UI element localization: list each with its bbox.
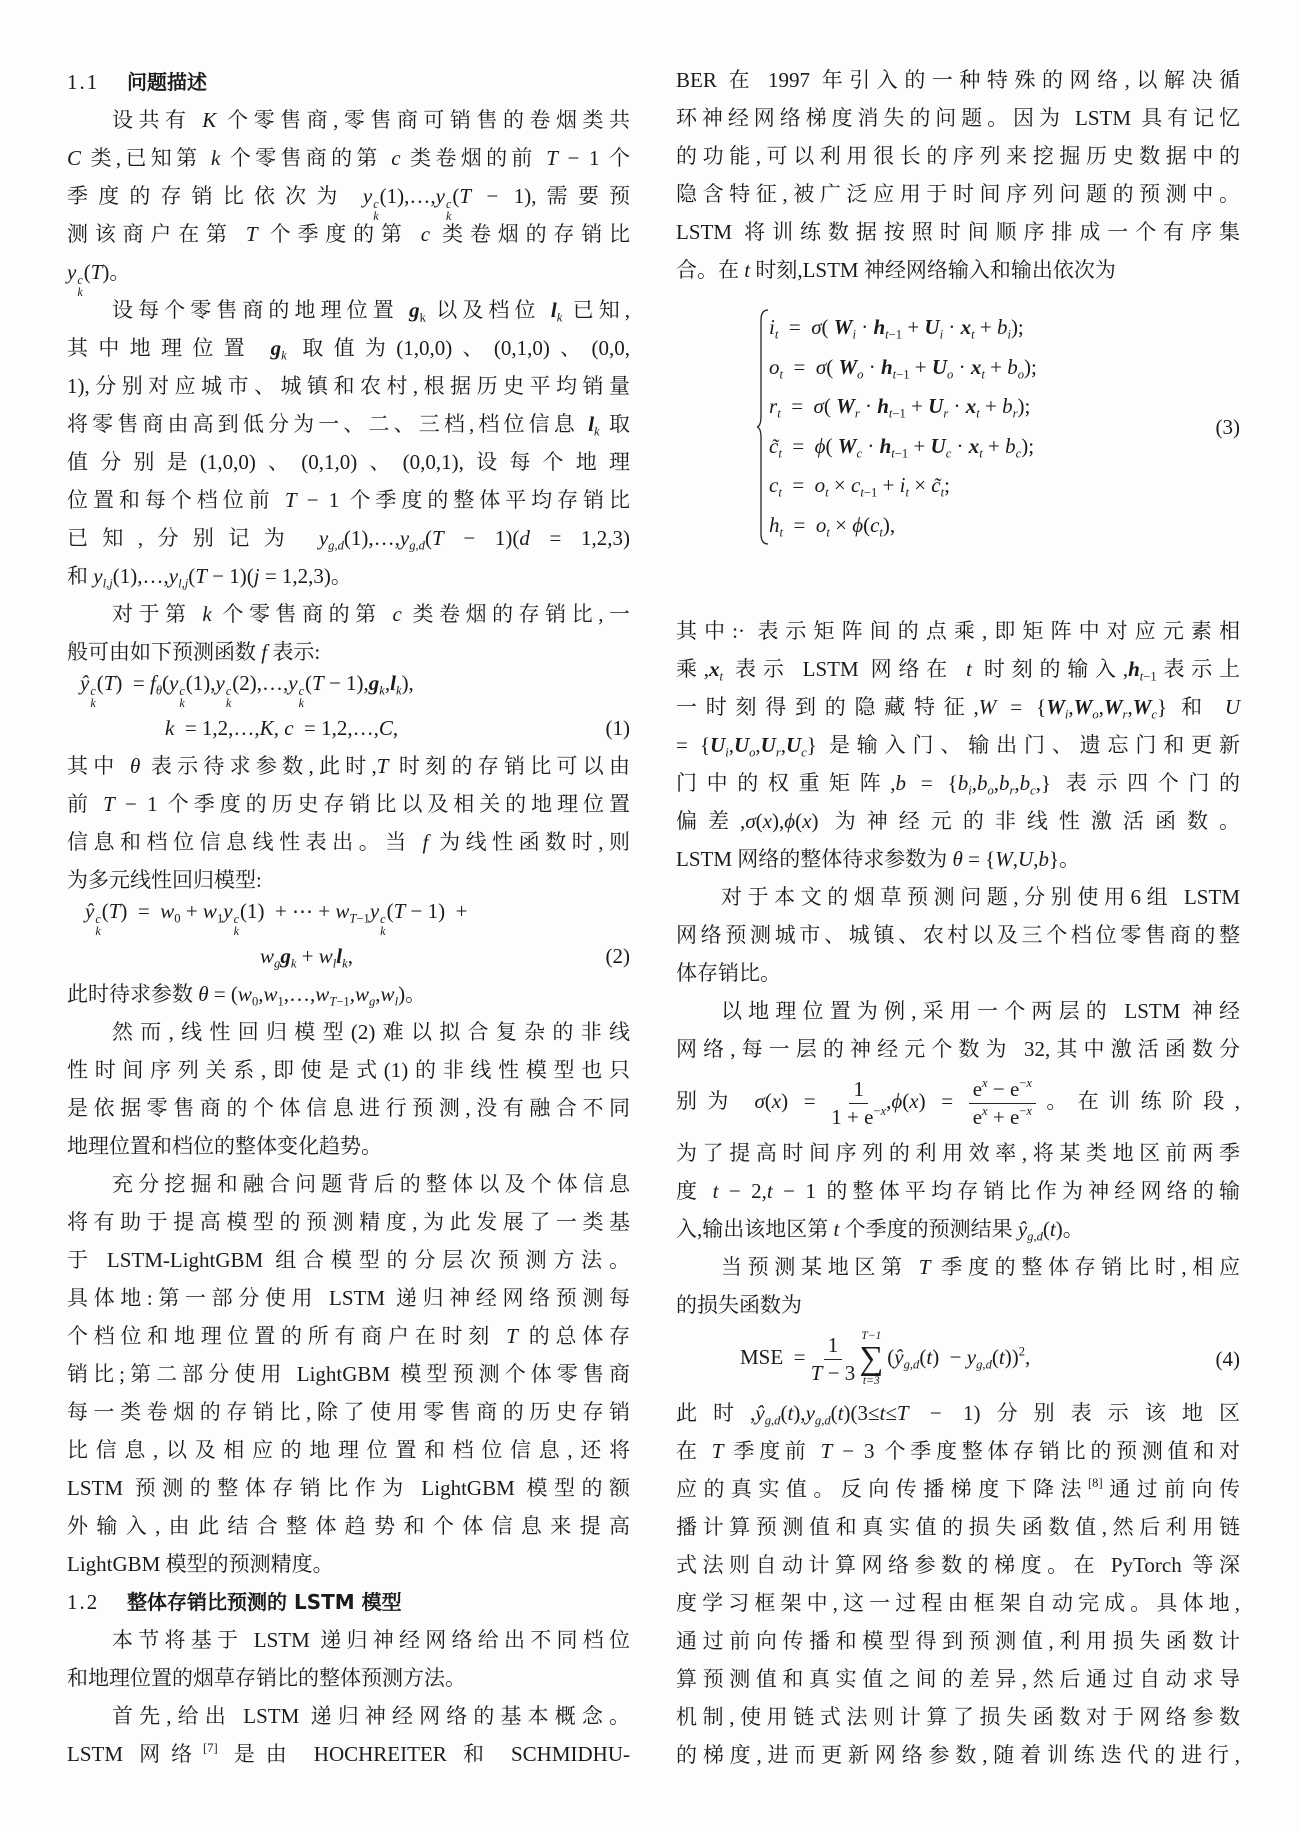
text-line: 的损失函数为 [676, 1293, 802, 1317]
equation-number: (3) [1215, 415, 1240, 439]
right-column [676, 61, 1240, 1774]
section-number: 1.2 [67, 1590, 100, 1614]
equation-row: $c̃_t = \phi$( $W_c \cdot h_{t-1} + U_c \cdot x_t + b_c$); [769, 433, 1035, 461]
text-line: 其中 θ 表示待求参数,此时,T 时刻的存销比可以由 [67, 754, 631, 778]
section-number: 1.1 [67, 70, 100, 94]
text-line: y c k (T)。 [67, 260, 131, 300]
text-line: 此时待求参数 $\theta = (w_0,w_1,\dots,w_{T-1},w_g,w_l)$。 [67, 982, 427, 1009]
text-line: 的功能,可以利用很长的序列来挖掘历史数据中的 [676, 144, 1240, 168]
text-line: 销比;第二部分使用 LightGBM 模型预测个体零售商 [67, 1362, 630, 1386]
text-line: 和 $y_{l,j}(1),\dots,y_{l,j}(T - 1)(j = 1,2,3)$。 [67, 564, 352, 591]
text-line: 应的真实值。反向传播梯度下降法[8]通过前向传 [676, 1476, 1240, 1501]
text-line: 信息和档位信息线性表出。当 f 为线性函数时,则 [67, 830, 631, 854]
text-line: 然而,线性回归模型(2)难以拟合复杂的非线 [112, 1020, 630, 1044]
text-line: 测该商户在第 T 个季度的第 c 类卷烟的存销比 [67, 222, 631, 246]
equation-eq2b [67, 937, 630, 975]
equation-expression: MSE = $\frac{1}{T - 3}$ T−1 ∑ t=3 $(ŷ_{g,d}(t) - y_{g,d}(t))^2$, [740, 1329, 1031, 1387]
left-brace-icon [757, 308, 769, 546]
text-line: 设每个零售商的地理位置 $g_k$ 以及档位 $l_k$ 已知, [112, 298, 631, 325]
equation-eq3 [757, 308, 1240, 546]
text-line: 在 T 季度前 T − 3 个季度整体存销比的预测值和对 [676, 1439, 1241, 1463]
text-line: 此时$,ŷ_{g,d}(t),y_{g,d}(t)(3\le t\le T - 1)$分别表示该地区 [676, 1401, 1240, 1428]
equation-expression: ŷ c k $(T) = f_\theta(y$ c k (1),y c k (2),…,y c k $(T - 1),g_k,l_k$), [80, 670, 414, 710]
equation-number: (4) [1215, 1346, 1240, 1371]
section-title: 整体存销比预测的 LSTM 模型 [127, 1590, 402, 1614]
text-line: 度学习框架中,这一过程由框架自动完成。具体地, [676, 1591, 1240, 1615]
text-line: 前 T − 1 个季度的历史存销比以及相关的地理位置 [67, 792, 630, 816]
equation-number: (1) [605, 715, 630, 740]
text-line: 对于本文的烟草预测问题,分别使用6组 LSTM [721, 885, 1240, 909]
text-line: 每一类卷烟的存销比,除了使用零售商的历史存销 [67, 1400, 630, 1424]
text-line: 设共有 K 个零售商,零售商可销售的卷烟类共 [112, 108, 630, 132]
text-line: 是依据零售商的个体信息进行预测,没有融合不同 [67, 1096, 630, 1120]
text-line: 以地理位置为例,采用一个两层的 LSTM 神经 [721, 999, 1240, 1023]
text-line: LSTM 网络[7] 是由 HOCHREITER 和 SCHMIDHU- [67, 1741, 631, 1766]
text-line: 网络,每一层的神经元个数为 32,其中激活函数分 [676, 1037, 1240, 1061]
section-heading [67, 1583, 630, 1621]
equation-row: $i_t = \sigma$( $W_i \cdot h_{t-1} + U_i \cdot x_t + b_i$); [769, 315, 1024, 342]
text-line: 一时刻得到的隐藏特征$,W = \{W_i,W_o,W_r,W_c\}$ 和 U [676, 695, 1240, 722]
equation-number: (2) [605, 943, 630, 968]
text-line: 将有助于提高模型的预测精度,为此发展了一类基 [67, 1210, 630, 1234]
equation-eq4 [676, 1324, 1240, 1394]
equation-expression: $w_gg_k + w_ll_k$, [260, 943, 353, 970]
text-line: LightGBM 模型的预测精度。 [67, 1552, 334, 1576]
text-line: 个档位和地理位置的所有商户在时刻 T 的总体存 [67, 1324, 631, 1348]
equation-row: $h_t = o_t \times \phi(c_t)$, [769, 512, 896, 540]
text-line: 外输入,由此结合整体趋势和个体信息来提高 [67, 1514, 630, 1538]
text-line: 其中:· 表示矩阵间的点乘,即矩阵中对应元素相 [676, 619, 1240, 643]
equation-rows [769, 308, 1037, 546]
text-line: 具体地:第一部分使用 LSTM 递归神经网络预测每 [67, 1286, 630, 1310]
text-line: 乘$,x_t$ 表示 LSTM 网络在 t 时刻的输入$,h_{t-1}$表示上 [676, 657, 1241, 684]
text-line: BER 在 1997 年引入的一种特殊的网络,以解决循 [676, 68, 1240, 92]
text-line: 于 LSTM-LightGBM 组合模型的分层次预测方法。 [67, 1248, 630, 1272]
text-line: 对于第 k 个零售商的第 c 类卷烟的存销比,一 [112, 602, 631, 626]
text-line: 隐含特征,被广泛应用于时间序列问题的预测中。 [676, 182, 1240, 206]
equation-eq1b [67, 709, 630, 747]
equation-eq2a [67, 899, 630, 937]
text-line: 合。在 t 时刻,LSTM 神经网络输入和输出依次为 [676, 258, 1116, 282]
text-line: 首先,给出 LSTM 递归神经网络的基本概念。 [112, 1704, 630, 1728]
equation-eq1a [67, 671, 630, 709]
text-line: 机制,使用链式法则计算了损失函数对于网络参数 [676, 1705, 1240, 1729]
text-line: 播计算预测值和真实值的损失函数值,然后利用链 [676, 1515, 1240, 1539]
text-line: 当预测某地区第 T 季度的整体存销比时,相应 [721, 1255, 1241, 1279]
text-line: 的梯度,进而更新网络参数,随着训练迭代的进行, [676, 1743, 1240, 1767]
text-line: 入,输出该地区第 t 个季度的预测结果 $ŷ_{g,d}(t)$。 [676, 1217, 1084, 1244]
text-line: 偏差,σ(x),ϕ(x) 为神经元的非线性激活函数。 [676, 809, 1241, 833]
text-line: LSTM 预测的整体存销比作为 LightGBM 模型的额 [67, 1476, 630, 1500]
equation-expression: ŷ c k $(T) = w_0 + w_1y$ c k (1) + ⋯ + $w_{T-1}y$ c k (T − 1) + [85, 898, 468, 938]
text-line: 算预测值和真实值之间的差异,然后通过自动求导 [676, 1667, 1240, 1691]
equation-expression: k = 1,2,…,K, c = 1,2,…,C, [165, 715, 399, 740]
text-line: 度 t − 2,t − 1 的整体平均存销比作为神经网络的输 [676, 1179, 1241, 1203]
text-line: LSTM 网络的整体待求参数为 θ = {W,U,b}。 [676, 847, 1081, 871]
text-line: 和地理位置的烟草存销比的整体预测方法。 [67, 1666, 466, 1690]
text-line: 通过前向传播和模型得到预测值,利用损失函数计 [676, 1629, 1240, 1653]
text-line: 式法则自动计算网络参数的梯度。在 PyTorch 等深 [676, 1553, 1240, 1577]
text-line: 为多元线性回归模型: [67, 868, 262, 892]
text-line: 网络预测城市、城镇、农村以及三个档位零售商的整 [676, 923, 1240, 947]
text-line: 环神经网络梯度消失的问题。因为 LSTM 具有记忆 [676, 106, 1240, 130]
text-line: C 类,已知第 k 个零售商的第 c 类卷烟的前 T − 1 个 [67, 146, 631, 170]
text-line: 为了提高时间序列的利用效率,将某类地区前两季 [676, 1141, 1240, 1165]
section-title: 问题描述 [127, 70, 207, 94]
text-line: 已知,分别记为 $y_{g,d}(1),\dots,y_{g,d}(T - 1)(d = 1,2,3)$ [67, 526, 630, 553]
text-line: 体存销比。 [676, 961, 781, 985]
text-line: 位置和每个档位前 T − 1 个季度的整体平均存销比 [67, 488, 630, 512]
text-line: 其中地理位置 $g_k$ 取值为(1,0,0)、(0,1,0)、(0,0, [67, 336, 631, 363]
text-line: 本节将基于 LSTM 递归神经网络给出不同档位 [112, 1628, 630, 1652]
equation-row: $o_t = \sigma$( $W_o \cdot h_{t-1} + U_o \cdot x_t + b_o$); [769, 354, 1037, 381]
text-line: 性时间序列关系,即使是式(1)的非线性模型也只 [67, 1058, 630, 1082]
text-line: LSTM 将训练数据按照时间顺序排成一个有序集 [676, 220, 1240, 244]
text-line: 般可由如下预测函数 f 表示: [67, 640, 321, 664]
text-line: 季度的存销比依次为 y c k (1),…,y c k (T − 1),需要预 [67, 184, 630, 224]
text-line: 充分挖掘和融合问题背后的整体以及个体信息 [112, 1172, 630, 1196]
equation-row: $r_t = \sigma$( $W_r \cdot h_{t-1} + U_r \cdot x_t + b_r$); [769, 394, 1031, 421]
text-line: 门中的权重矩阵$,b = \{b_i,b_o,b_r,b_c,\}$ 表示四个门的 [676, 771, 1240, 798]
equation-row: $c_t = o_t \times c_{t-1} + i_t$ × $c̃_t$; [769, 473, 950, 500]
text-line: 比信息,以及相应的地理位置和档位信息,还将 [67, 1438, 630, 1462]
text-line: 将零售商由高到低分为一、二、三档,档位信息 $l_k$ 取 [67, 412, 631, 439]
text-line: = $\{U_i,U_o,U_r,U_c\}$ 是输入门、输出门、遗忘门和更新 [676, 733, 1240, 760]
section-heading [67, 63, 630, 101]
text-line: 1),分别对应城市、城镇和农村,根据历史平均销量 [67, 374, 630, 398]
text-line: 别为 σ(x) = $\frac{1}{1 + e^{-x}}$ ,ϕ(x) = $\frac{e^x - e^{-x}}{e^x + e^{-x}}$ 。在训练阶段, [676, 1076, 1240, 1129]
text-line: 值分别是(1,0,0)、(0,1,0)、(0,0,1),设每个地理 [67, 450, 630, 474]
text-line: 地理位置和档位的整体变化趋势。 [67, 1134, 382, 1158]
left-column [67, 63, 630, 1773]
